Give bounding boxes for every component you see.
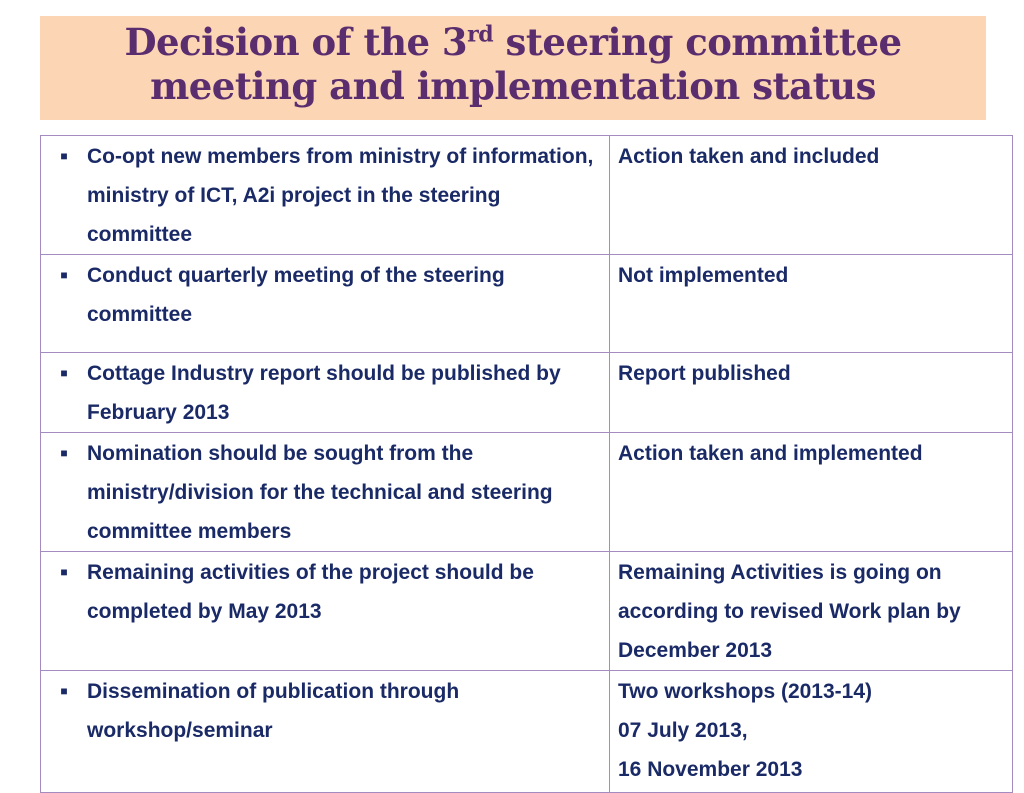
table-row	[41, 353, 1013, 433]
title-superscript: rd	[467, 21, 494, 48]
decision-status-table	[40, 135, 1013, 793]
decision-text: Cottage Industry report should be published by February 2013	[87, 362, 561, 424]
square-bullet-icon: ■	[60, 268, 68, 282]
square-bullet-icon: ■	[60, 366, 68, 380]
status-text: 07 July 2013,	[618, 719, 748, 742]
decision-cell	[41, 433, 610, 552]
status-text: Action taken and included	[618, 145, 880, 168]
status-text: 16 November 2013	[618, 758, 803, 781]
page-title-line-2: meeting and implementation status	[150, 64, 876, 108]
status-cell	[610, 136, 1013, 255]
status-cell	[610, 552, 1013, 671]
status-cell	[610, 255, 1013, 353]
square-bullet-icon: ■	[60, 446, 68, 460]
square-bullet-icon: ■	[60, 684, 68, 698]
status-cell	[610, 433, 1013, 552]
table-row	[41, 136, 1013, 255]
square-bullet-icon: ■	[60, 149, 68, 163]
status-cell	[610, 671, 1013, 793]
decision-cell	[41, 552, 610, 671]
table-row	[41, 552, 1013, 671]
decision-text: Nomination should be sought from the ministry/division for the technical and steering committee members	[87, 442, 553, 543]
decision-cell	[41, 353, 610, 433]
decision-cell	[41, 671, 610, 793]
table-row	[41, 671, 1013, 793]
decision-text: Dissemination of publication through workshop/seminar	[87, 680, 460, 742]
status-cell	[610, 353, 1013, 433]
decision-text: Remaining activities of the project should be completed by May 2013	[87, 561, 534, 623]
status-text: Not implemented	[618, 264, 789, 287]
status-text: Report published	[618, 362, 791, 385]
page-title-line-1	[40, 20, 986, 64]
table-row	[41, 433, 1013, 552]
status-text: Two workshops (2013-14)	[618, 680, 873, 703]
decision-text: Co-opt new members from ministry of information, ministry of ICT, A2i project in the steering committee	[87, 145, 594, 246]
status-text: Action taken and implemented	[618, 442, 923, 465]
table-row	[41, 255, 1013, 353]
title-text: steering committee	[493, 20, 902, 64]
decision-text: Conduct quarterly meeting of the steering committee	[87, 264, 505, 326]
status-text: Remaining Activities is going on according to revised Work plan by December 2013	[618, 561, 961, 662]
title-banner	[40, 16, 986, 120]
square-bullet-icon: ■	[60, 565, 68, 579]
decision-cell	[41, 255, 610, 353]
title-text: Decision of the 3	[124, 20, 468, 64]
decision-cell	[41, 136, 610, 255]
